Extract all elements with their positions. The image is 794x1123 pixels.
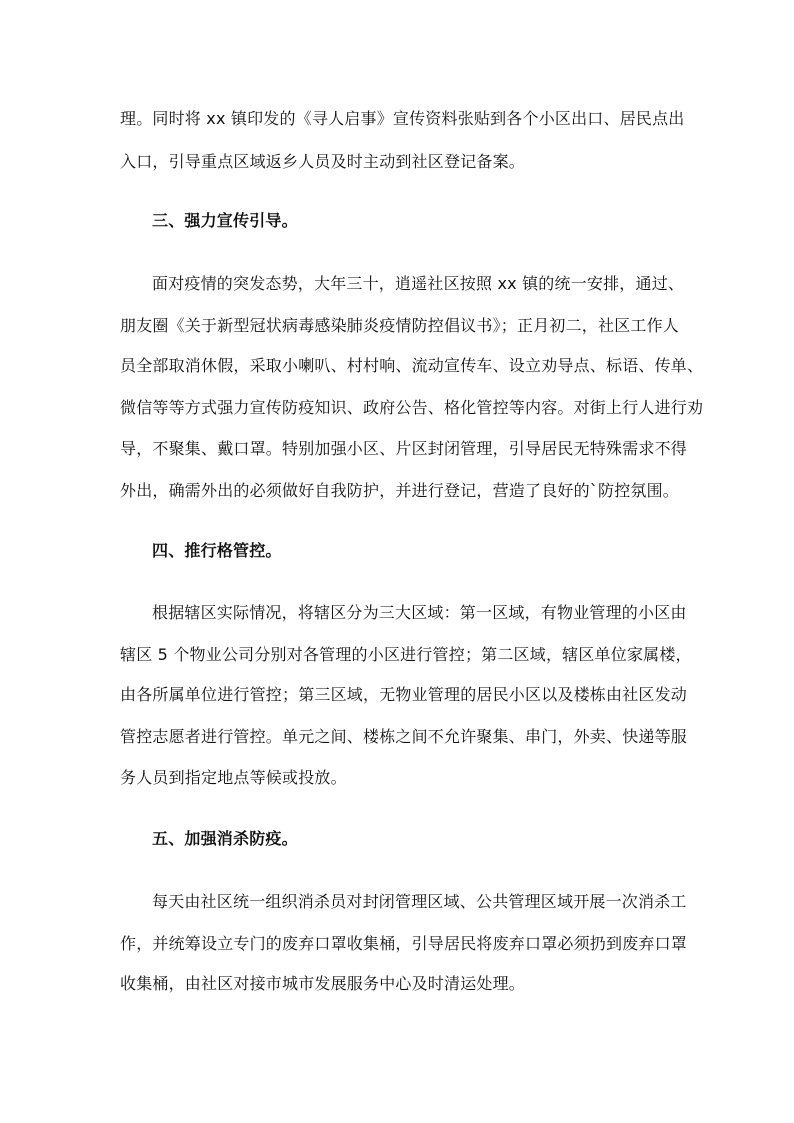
paragraph-4-line-1: 根据辖区实际情况，将辖区分为三大区域：第一区域，有物业管理的小区由 [152, 603, 687, 622]
section-heading-4: 四、推行格管控。 [152, 541, 282, 560]
paragraph-1-line-1: 理。同时将 xx 镇印发的《寻人启事》宣传资料张贴到各个小区出口、居民点出 [120, 109, 685, 128]
paragraph-5-line-3: 收集桶，由社区对接市城市发展服务中心及时清运处理。 [120, 974, 526, 993]
paragraph-3-line-4: 微信等等方式强力宣传防疫知识、政府公告、格化管控等内容。对街上行人进行劝 [120, 398, 704, 417]
paragraph-3-line-3: 员全部取消休假，采取小喇叭、村村响、流动宣传车、设立劝导点、标语、传单、 [120, 356, 704, 375]
paragraph-5-line-1: 每天由社区统一组织消杀员对封闭管理区域、公共管理区域开展一次消杀工 [152, 892, 687, 911]
section-heading-5: 五、加强消杀防疫。 [152, 829, 298, 848]
paragraph-3-line-2: 朋友圈《关于新型冠状病毒感染肺炎疫情防控倡议书》；正月初二，社区工作人 [120, 316, 680, 335]
section-heading-3: 三、强力宣传引导。 [152, 211, 298, 230]
paragraph-3-line-5: 导，不聚集、戴口罩。特别加强小区、片区封闭管理，引导居民无特殊需求不得 [120, 439, 688, 458]
paragraph-4-line-5: 务人员到指定地点等候或投放。 [120, 768, 347, 787]
paragraph-1-line-2: 入口，引导重点区域返乡人员及时主动到社区登记备案。 [120, 152, 526, 171]
paragraph-5-line-2: 作，并统筹设立专门的废弃口罩收集桶，引导居民将废弃口罩必须扔到废弃口罩 [120, 934, 688, 953]
paragraph-3-line-6: 外出，确需外出的必须做好自我防护，并进行登记，营造了良好的`防控氛围。 [120, 481, 680, 500]
paragraph-4-line-3: 由各所属单位进行管控；第三区域，无物业管理的居民小区以及楼栋由社区发动 [120, 685, 688, 704]
paragraph-4-line-4: 管控志愿者进行管控。单元之间、楼栋之间不允许聚集、串门，外卖、快递等服 [120, 727, 688, 746]
paragraph-4-line-2: 辖区 5 个物业公司分别对各管理的小区进行管控；第二区域，辖区单位家属楼， [120, 645, 692, 664]
paragraph-3-line-1: 面对疫情的突发态势，大年三十，逍遥社区按照 xx 镇的统一安排，通过、 [152, 274, 685, 293]
